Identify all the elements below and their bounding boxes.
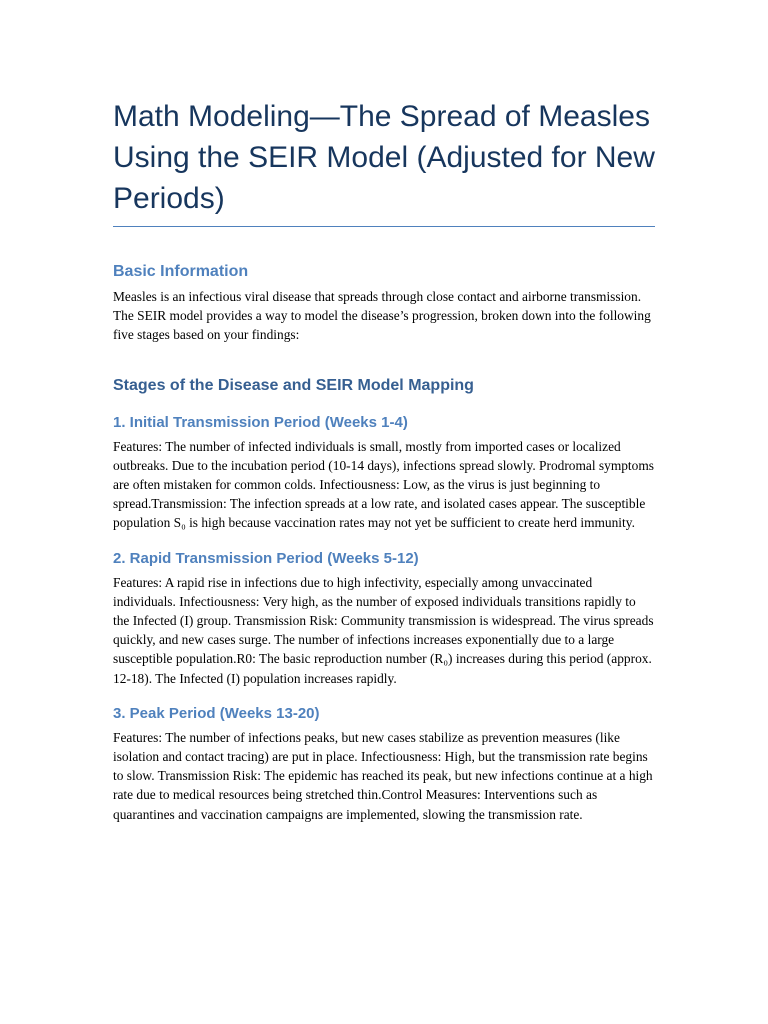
stage-2-heading: 2. Rapid Transmission Period (Weeks 5-12) [113,549,419,567]
stage-1-paragraph: Features: The number of infected individuals is small, mostly from imported cases or localized outbreaks. Due to the incubation period (10-14 days), infections spread slowly. Prodromal symptoms are often mistaken for common colds. Infectiousness: Low, as the virus is just beginning to spread.Transmission: The infection spreads at a low rate, and isolated cases appear. The susceptible population S₀ is high because vaccination rates may not yet be sufficient to create herd immunity. [113,438,654,531]
stage-3-heading: 3. Peak Period (Weeks 13-20) [113,704,320,722]
basic-information-paragraph: Measles is an infectious viral disease that spreads through close contact and airborne transmission. The SEIR model provides a way to model the disease’s progression, broken down into the following five stages based on your findings: [113,289,651,343]
stages-heading: Stages of the Disease and SEIR Model Mapping [113,376,474,394]
stage-2-paragraph: Features: A rapid rise in infections due to high infectivity, especially among unvaccinated individuals. Infectiousness: Very high, as the number of exposed individuals transitions rapidly to the Infected (I) group. Transmission Risk: Community transmission is widespread. The virus spreads quickly, and new cases surge. The number of infections increases exponentially due to a large susceptible population.R0: The basic reproduction number (R₀) increases during this period (approx. 12-18). The Infected (I) population increases rapidly. [113,574,654,686]
stage-3-paragraph: Features: The number of infections peaks, but new cases stabilize as prevention measures (like isolation and contact tracing) are put in place. Infectiousness: High, but the transmission rate begins to slow. Transmission Risk: The epidemic has reached its peak, but new infections continue at a high rate due to medical resources being stretched thin.Control Measures: Interventions such as quarantines and vaccination campaigns are implemented, slowing the transmission rate. [113,729,653,822]
document-page [113,96,655,824]
document-title: Math Modeling—The Spread of Measles Using the SEIR Model (Adjusted for New Periods) [113,96,655,227]
basic-information-heading: Basic Information [113,263,249,280]
stage-1-heading: 1. Initial Transmission Period (Weeks 1-4) [113,413,408,431]
